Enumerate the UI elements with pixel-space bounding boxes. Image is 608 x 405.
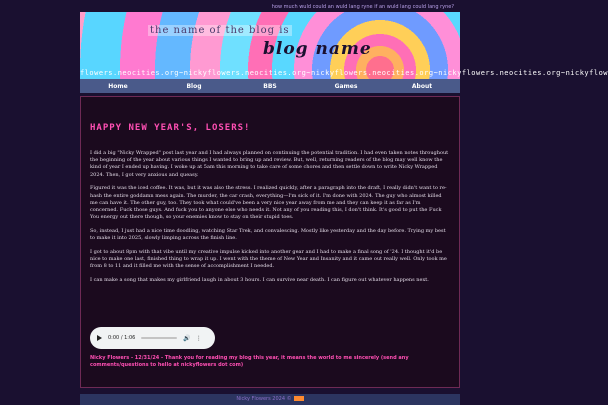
- post-paragraph: I did a big "Nicky Wrapped" post last year and I had always planned on continuing the potential tradition. I had even taken notes throughout the beginning of the year about various things I wanted to bring up and review. But, well, returning readers of the blog may well know the kind of year I ended up having. I woke up at 5am this morning to take care of some chores and then settle down to write Nicky Wrapped 2024. Then, I got very anxious and queasy.: [90, 150, 449, 178]
- post-paragraph: I can make a song that makes my girlfriend laugh in about 3 hours. I can survive near death. I can figure out whatever happens next.: [90, 276, 429, 283]
- audio-time: 0:00 / 1:06: [108, 335, 136, 341]
- audio-seek-bar[interactable]: [141, 337, 177, 339]
- nav-bar: [80, 79, 460, 93]
- post-signoff: Nicky Flowers - 12/31/24 - Thank you for reading my blog this year, it means the world to me sincerely (send any comments/questions to hello at nickyflowers dot com): [90, 355, 409, 368]
- post-body: [90, 150, 450, 291]
- audio-player[interactable]: [90, 327, 215, 349]
- post-title: HAPPY NEW YEAR'S, LOSERS!: [90, 123, 251, 133]
- page-footer: [80, 394, 460, 405]
- footer-text: Nicky Flowers 2024 ©: [236, 396, 292, 402]
- more-options-icon[interactable]: ⋮: [195, 334, 202, 342]
- banner-subtitle: the name of the blog is: [150, 25, 290, 36]
- post-paragraph: Figured it was the iced coffee. It was, but it was also the stress. I realized quickly, after a paragraph into the draft, I really didn't want to re-hash the entire goddamn mess again. The murder, the car crash, everything—I'm sick of it. I'm done with 2024. The guy who almost killed me can have it. The other guy, too. They took what could've been a very nice year away from me and they can keep it as far as I'm concerned. Fuck those guys. And fuck you to anyone else who needs it. Not any of you reading this, I don't think. It's good to put the Fuck You energy out there though, so your enemies know to stay on their stupid toes.: [90, 185, 447, 221]
- post-paragraph: So, instead, I just had a nice time doodling, watching Star Trek, and convalescing. Mostly like yesterday and the day before. Trying my best to make it into 2025, slowly limping across the finish line.: [90, 227, 446, 242]
- nav-blog[interactable]: Blog: [186, 82, 202, 90]
- nav-bbs[interactable]: BBS: [263, 82, 277, 90]
- footer-badge-icon: [294, 396, 304, 401]
- nav-about[interactable]: About: [411, 82, 433, 90]
- blog-title: blog name: [263, 39, 372, 59]
- play-icon[interactable]: [97, 335, 102, 341]
- blog-post: [80, 96, 460, 388]
- volume-icon[interactable]: 🔊: [183, 334, 191, 342]
- nav-home[interactable]: Home: [108, 82, 128, 90]
- post-paragraph: I got to about 8pm with that vibe until my creative impulse kicked into another gear and I had to make a final song of '24. I thought it'd be nice to make one last, finished thing to wrap it up. I went with the theme of New Year and Insanity and it came out really well. Only took me from 8 to 11 and it filled me with the sense of accomplishment I needed.: [90, 248, 447, 270]
- blog-banner: [80, 12, 608, 79]
- banner-marquee: flowers.neocities.org~nickyflowers.neocities.org~nickyflowers.neocities.org~nickyflowers.neocities.org~nickyflow: [80, 69, 608, 77]
- nav-games[interactable]: Games: [334, 82, 358, 90]
- header-tagline: how much wuld could an wuld lang ryne if an wuld lang could lang ryne?: [271, 4, 454, 10]
